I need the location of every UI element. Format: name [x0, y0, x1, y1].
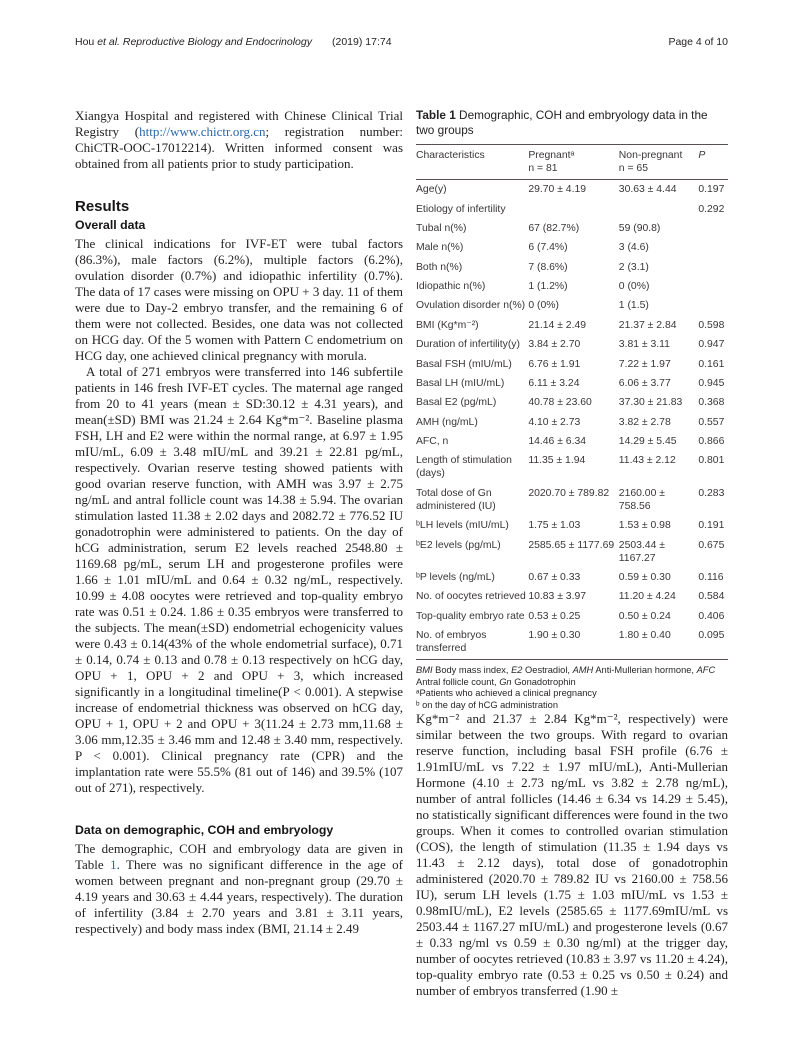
table-cell: 4.10 ± 2.73 [528, 416, 581, 428]
header-page-number: Page 4 of 10 [668, 36, 728, 48]
table-cell: 6 (7.4%) [528, 242, 568, 254]
paragraph-overall-2: A total of 271 embryos were transferred into 146 subfertile patients in 146 fresh IVF-ET cycles. The maternal age ranged from 20 to 41 years (mean ± SD:30.12 ± 4.31 years), and mean(±SD) BMI was 21.24 ± 2.64 Kg*m⁻². Baseline plasma FSH, LH and E2 were within the normal range, at 6.97 ± 1.95 mIU/mL, 6.09 ± 3.48 mIU/mL and 39.21 ± 22.81 pg/mL, respectively. Ovarian reserve testing showed patients with good ovarian reserve function, with AMH was 3.97 ± 2.75 ng/mL and antral follicle count was 14.38 ± 5.94. The ovarian stimulation lasted 11.38 ± 2.02 days and 2082.72 ± 776.52 IU gonadotrophin were administered to patients. On the day of hCG administration, serum E2 levels reached 2548.80 ± 1169.68 pg/mL, serum LH and progesterone profiles were 1.66 ± 1.01 mIU/mL and 0.64 ± 0.32 ng/mL, respectively. 10.99 ± 4.08 oocytes were retrieved and top-quality embryo rate was 0.51 ± 0.24. 1.86 ± 0.35 embryos were transferred to the subjects. The mean(±SD) endometrial echogenicity values were 0.43 ± 0.14(43% of the whole endometrial surface), 0.71 ± 0.14, 0.74 ± 0.13 and 0.78 ± 0.13 respectively on hCG day, OPU + 1, OPU + 2 and OPU + 3, which increased significantly in a longitudinal timeline(P < 0.001). A stepwise increase of endometrial thickness was observed on hCG day, OPU + 1, OPU + 2 and OPU + 3(11.24 ± 2.73 mm,11.68 ± 3.06 mm,12.35 ± 3.46 mm and 12.48 ± 3.40 mm, respectively. P < 0.001). Clinical pregnancy rate (CPR) and the implantation rate were 55.5% (81 out of 146) and 39.5% (107 out of 271), respectively. [75, 364, 403, 795]
table-cell [619, 199, 699, 218]
table-cell: 0.368 [698, 397, 725, 409]
table-cell: 0.945 [698, 377, 725, 389]
table-cell [528, 199, 618, 218]
table-cell: 0.53 ± 0.25 [528, 610, 581, 622]
table-cell [698, 238, 728, 257]
table-row [416, 626, 728, 660]
table-cell: BMI (Kg*m⁻²) [416, 319, 479, 331]
left-column [75, 108, 403, 999]
table-footnotes [416, 665, 728, 711]
paragraph-demographic [75, 841, 403, 937]
table-cell: 1.75 ± 1.03 [528, 520, 581, 532]
abbreviation-term: E2 [511, 665, 523, 676]
table-row [416, 277, 728, 296]
table-cell: Etiology of infertility [416, 203, 506, 215]
table-cell: 6.76 ± 1.91 [528, 358, 581, 370]
heading-demographic: Data on demographic, COH and embryology [75, 823, 334, 837]
table-cell: 0.197 [698, 184, 725, 196]
paragraph-continuation: Kg*m⁻² and 21.37 ± 2.84 Kg*m⁻², respectively) were similar between the two groups. With regard to ovarian reserve function, including basal FSH profile (6.76 ± 1.91mIU/mL vs 7.22 ± 1.97 mIU/mL), Anti-Mullerian Hormone (4.10 ± 2.73 ng/mL vs 3.82 ± 2.78 ng/mL), number of antral follicles (14.46 ± 6.34 vs 14.29 ± 5.45), no statistically significant differences were found in the two groups. When it comes to controlled ovarian stimulation (COS), the length of stimulation (11.35 ± 1.94 days vs 11.43 ± 2.12 days), total dose of gonadotrophin administered (2020.70 ± 789.82 IU vs 2160.00 ± 758.56 IU), serum LH levels (1.75 ± 1.03 mIU/mL vs 1.53 ± 0.98mIU/mL), E2 levels (2585.65 ± 1177.69mIU/mL vs 2503.44 ± 1167.27 mIU/mL) and progesterone levels (0.67 ± 0.33 ng/ml vs 0.59 ± 0.30 ng/ml) at the trigger day, number of oocytes retrieved (10.83 ± 3.97 vs 11.20 ± 4.24), top-quality embryo rate (0.53 ± 0.25 vs 0.50 ± 0.24) and number of embryos transferred (1.90 ± [416, 711, 728, 999]
right-column [416, 108, 728, 999]
table-row [416, 335, 728, 354]
table-cell: 14.46 ± 6.34 [528, 436, 587, 448]
footnote-a: ᵃPatients who achieved a clinical pregnancy [416, 688, 597, 699]
table-cell: 3 (4.6) [618, 242, 649, 254]
heading-results: Results [75, 198, 130, 215]
table-cell: Basal LH (mIU/mL) [416, 377, 505, 389]
table-cell: 21.37 ± 2.84 [618, 319, 677, 331]
table-row [416, 393, 728, 412]
header-running-title [75, 36, 392, 48]
footnote-abbreviations [416, 665, 728, 688]
table-cell: 0.50 ± 0.24 [618, 610, 671, 622]
abbreviation-definition: Gonadotrophin [511, 676, 576, 687]
table-1-caption [416, 108, 728, 137]
table-cell: 3.81 ± 3.11 [618, 339, 670, 351]
table-cell: Total dose of Gn administered (IU) [416, 487, 496, 512]
page-header [75, 36, 728, 48]
table-cell: Top-quality embryo rate [416, 610, 525, 622]
table-cell: 0.801 [698, 455, 725, 467]
table-cell: 0 (0%) [528, 300, 559, 312]
table-cell: Length of stimulation (days) [416, 455, 512, 480]
table-row [416, 316, 728, 335]
table-row [416, 374, 728, 393]
two-column-layout [75, 108, 728, 999]
table-cell: 0.116 [698, 571, 724, 583]
table-cell [698, 296, 728, 315]
table-cell: 59 (90.8) [618, 222, 661, 234]
table-cell: Duration of infertility(y) [416, 339, 520, 351]
abbreviation-definition: Antral follicle count, [416, 676, 500, 687]
table-cell: 3.82 ± 2.78 [618, 416, 671, 428]
column-header-pregnant: Pregnantᵃ n = 81 [528, 145, 618, 180]
table-cell: 1.53 ± 0.98 [618, 520, 671, 532]
column-header-p-value: P [698, 145, 728, 180]
table-row [416, 535, 728, 567]
table-row [416, 451, 728, 483]
table-1-caption-text: Demographic, COH and embryology data in the two groups [416, 108, 708, 137]
table-cell: 30.63 ± 4.44 [618, 184, 677, 196]
table-row [416, 413, 728, 432]
paragraph-overall-1: The clinical indications for IVF-ET were tubal factors (86.3%), male factors (6.2%), multiple factors (6.2%), ovulation disorder (0.7%) and idiopathic infertility (0.7%). The data of 17 cases were missing on OPU + 3 day. 11 of them were due to Day-2 embryo transfer, and the remaining 6 of them were not collected. Besides, one data was not collected on HCG day. Of the 5 women with Pattern C endometrium on HCG day, one achieved clinical pregnancy with morula. [75, 236, 403, 363]
table-cell: 29.70 ± 4.19 [528, 184, 587, 196]
abbreviation-term: Gn [499, 676, 512, 687]
table-cell: 0.161 [698, 358, 725, 370]
header-journal-title: et al. Reproductive Biology and Endocrinology [97, 36, 312, 48]
abbreviation-definition: Body mass index, [432, 665, 512, 676]
table-1-reference-link[interactable]: 1 [110, 857, 117, 872]
table-row [416, 484, 728, 516]
table-header-row [416, 145, 728, 180]
abbreviation-term: BMI [416, 665, 433, 676]
table-row [416, 219, 728, 238]
table-cell: 7 (8.6%) [528, 261, 568, 273]
table-cell: 1.90 ± 0.30 [528, 626, 618, 660]
chictr-link[interactable]: http://www.chictr.org.cn [139, 124, 266, 139]
table-cell: Idiopathic n(%) [416, 281, 486, 293]
table-cell: 0.59 ± 0.30 [618, 571, 671, 583]
table-cell: 1 (1.5) [618, 300, 649, 312]
table-cell: 6.06 ± 3.77 [618, 377, 671, 389]
table-row [416, 607, 728, 626]
table-cell: 11.20 ± 4.24 [618, 591, 676, 603]
table-cell: No. of oocytes retrieved [416, 591, 526, 603]
table-cell: 1.80 ± 0.40 [619, 626, 699, 660]
table-cell: Ovulation disorder n(%) [416, 300, 526, 312]
table-cell: 7.22 ± 1.97 [618, 358, 671, 370]
table-row [416, 432, 728, 451]
table-cell: 10.83 ± 3.97 [528, 591, 587, 603]
table-cell: 0.557 [698, 416, 725, 428]
table-row [416, 180, 728, 200]
table-cell: 11.43 ± 2.12 [618, 455, 676, 467]
table-cell: 0.947 [698, 339, 725, 351]
table-cell: Both n(%) [416, 261, 463, 273]
table-cell: 2160.00 ± 758.56 [618, 487, 665, 512]
abbreviation-term: AMH [572, 665, 594, 676]
paragraph-trial-registry [75, 108, 403, 172]
table-cell: 0.866 [698, 436, 725, 448]
abbreviation-term: AFC [696, 665, 716, 676]
table-1-caption-label: Table 1 [416, 108, 456, 122]
table-row [416, 354, 728, 373]
table-cell: Basal E2 (pg/mL) [416, 397, 497, 409]
table-row [416, 258, 728, 277]
table-row [416, 296, 728, 315]
table-cell [698, 277, 728, 296]
table-cell [698, 219, 728, 238]
demographic-text-post: . There was no significant difference in the age of women between pregnant and non-pregnant group (29.70 ± 4.19 years and 30.63 ± 4.44 years, respectively). The duration of infertility (3.84 ± 2.70 years and 3.81 ± 3.11 years, respectively) and body mass index (BMI, 21.14 ± 2.49 [75, 857, 403, 936]
table-row [416, 568, 728, 587]
demographic-text-pre: The demographic, COH and embryology data are given in Table [75, 841, 403, 872]
registry-text-pre: Xiangya Hospital and registered with Chinese Clinical Trial Registry ( [75, 108, 403, 139]
table-cell: 3.84 ± 2.70 [528, 339, 581, 351]
table-1 [416, 144, 728, 660]
table-cell: ᵇLH levels (mIU/mL) [416, 520, 509, 532]
abbreviation-definition: Anti-Mullerian hormone, [593, 665, 697, 676]
table-row [416, 238, 728, 257]
table-cell: 0.598 [698, 319, 725, 331]
table-cell: 2020.70 ± 789.82 [528, 487, 610, 499]
table-cell: AFC, n [416, 436, 449, 448]
table-cell: 0.191 [698, 520, 725, 532]
header-citation: (2019) 17:74 [332, 36, 392, 48]
table-cell: 40.78 ± 23.60 [528, 397, 592, 409]
table-cell: 0.406 [698, 610, 725, 622]
table-cell: 1 (1.2%) [528, 281, 568, 293]
column-header-non-pregnant: Non-pregnant n = 65 [619, 145, 699, 180]
table-cell: No. of embryos transferred [416, 626, 528, 660]
footnote-b: ᵇ on the day of hCG administration [416, 699, 559, 710]
table-cell: Tubal n(%) [416, 222, 467, 234]
table-row [416, 587, 728, 606]
table-cell: 0.292 [698, 203, 725, 215]
abbreviation-definition: Oestradiol, [522, 665, 573, 676]
table-cell: 0 (0%) [618, 281, 650, 293]
table-row [416, 199, 728, 218]
table-cell: 0.095 [698, 626, 728, 660]
header-author: Hou [75, 36, 98, 48]
table-cell: ᵇE2 levels (pg/mL) [416, 539, 501, 551]
table-row [416, 516, 728, 535]
table-cell: 67 (82.7%) [528, 222, 580, 234]
table-cell: 14.29 ± 5.45 [618, 436, 677, 448]
table-cell: 0.67 ± 0.33 [528, 571, 581, 583]
table-cell: Male n(%) [416, 242, 464, 254]
table-cell: Age(y) [416, 184, 447, 196]
column-header-characteristics: Characteristics [416, 145, 528, 180]
table-cell: 11.35 ± 1.94 [528, 455, 586, 467]
heading-overall-data: Overall data [75, 218, 146, 232]
table-cell: 37.30 ± 21.83 [618, 397, 683, 409]
table-cell: 2585.65 ± 1177.69 [528, 539, 615, 551]
table-cell: Basal FSH (mIU/mL) [416, 358, 512, 370]
table-cell: 2 (3.1) [618, 261, 649, 273]
registry-text-post: ; registration number: ChiCTR-OOC-17012214). Written informed consent was obtained from all patients prior to study participation. [75, 124, 404, 171]
table-cell: 0.675 [698, 539, 725, 551]
table-cell: 6.11 ± 3.24 [528, 377, 580, 389]
table-cell: AMH (ng/mL) [416, 416, 478, 428]
table-cell: 21.14 ± 2.49 [528, 319, 587, 331]
table-cell [698, 258, 728, 277]
table-cell: ᵇP levels (ng/mL) [416, 571, 495, 583]
table-cell: 0.283 [698, 487, 725, 499]
table-cell: 2503.44 ± 1167.27 [618, 539, 665, 564]
table-cell: 0.584 [698, 591, 725, 603]
